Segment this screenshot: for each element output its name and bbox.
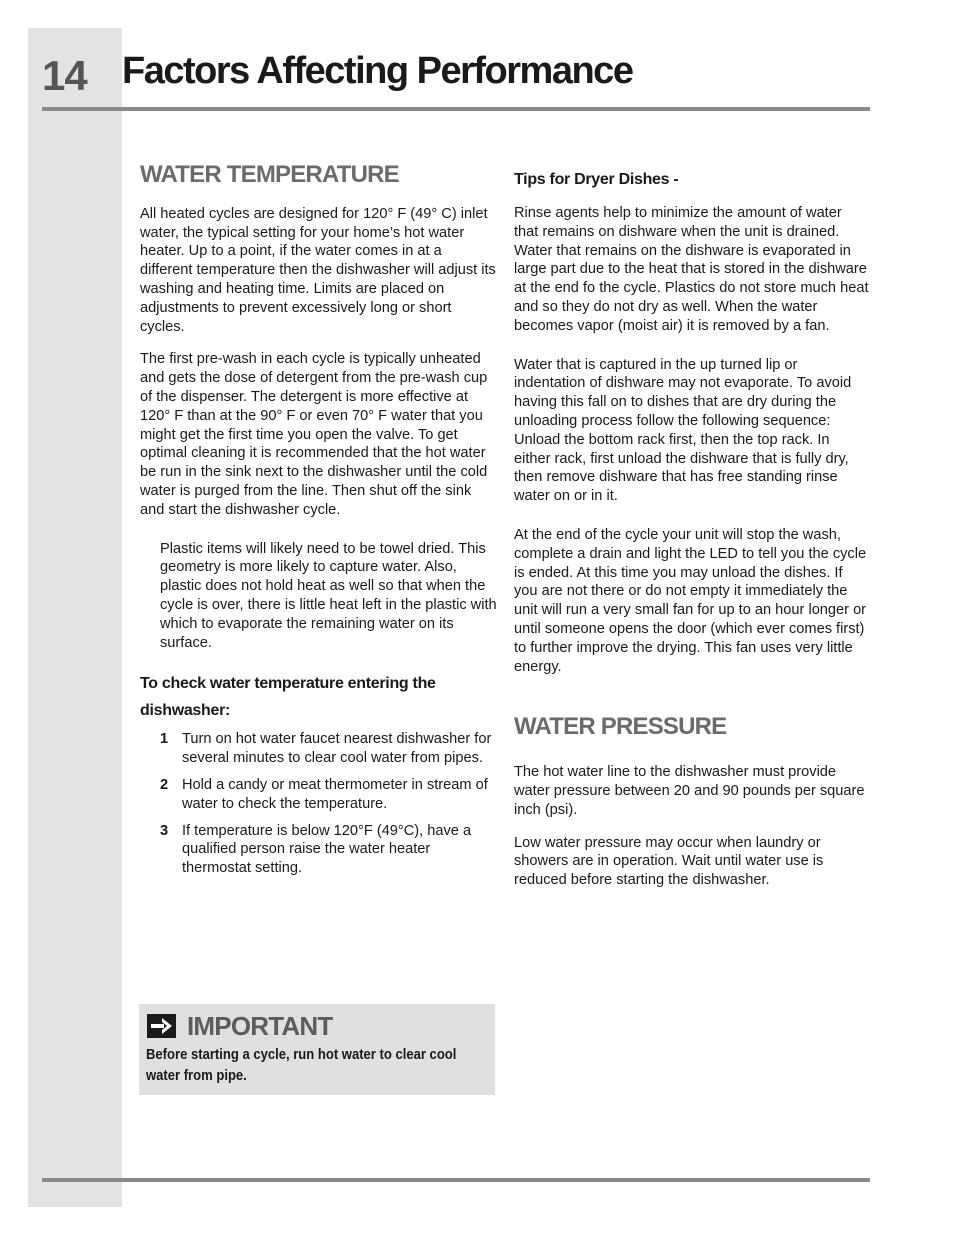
page-number: 14 [42, 52, 87, 99]
important-body: Before starting a cycle, run hot water to clear cool water from pipe. [146, 1047, 457, 1084]
tips-paragraph-2: Water that is captured in the up turned lip or indentation of dishware may not evaporate. To avoid having this fall on to dishes that are dry during the unloading process follow the following sequence: Unload the bottom rack first, then the top rack. In either rack, first unload the dishware that is fully dry, then remove dishware that has free standing rinse water on or in it. [514, 356, 852, 505]
step-number: 2 [160, 776, 169, 793]
step-number: 3 [160, 822, 169, 839]
left-column [140, 161, 498, 886]
bottom-divider [42, 1178, 870, 1182]
important-title: IMPORTANT [187, 1011, 333, 1041]
water-temperature-paragraph-1: All heated cycles are designed for 120° F (49° C) inlet water, the typical setting for your home’s hot water heater. Up to a point, if the water comes in at a different temperature then the dishwasher will adjust its washing and heating time. Limits are placed on adjustments to prevent excessively long or short cycles. [140, 205, 496, 335]
tips-heading: Tips for Dryer Dishes - [514, 171, 679, 188]
water-temperature-paragraph-2: The first pre-wash in each cycle is typically unheated and gets the dose of detergent from the pre-wash cup of the dispenser. The detergent is more effective at 120° F than at the 90° F or even 70° F water that you might get the first time you open the valve. To get optimal cleaning it is recommended that the hot water be run in the sink next to the dishwasher until the cold water is purged from the line. Then shut off the sink and start the dishwasher cycle. [140, 351, 488, 518]
list-item [140, 776, 498, 814]
right-column [514, 170, 870, 904]
step-number: 1 [160, 731, 169, 748]
plastic-items-note: Plastic items will likely need to be towel dried. This geometry is more likely to capture water. Also, plastic does not hold heat as well so that when the cycle is over, there is little heat left in the plastic with which to evaporate the remaining water on its surface. [160, 540, 497, 651]
list-item [140, 730, 498, 768]
page-title: Factors Affecting Performance [122, 50, 633, 92]
arrow-right-icon [147, 1014, 176, 1038]
step-text: Hold a candy or meat thermometer in stream of water to check the temperature. [182, 776, 488, 812]
sidebar-band [28, 28, 122, 1207]
water-pressure-paragraph-1: The hot water line to the dishwasher must provide water pressure between 20 and 90 pounds per square inch (psi). [514, 764, 865, 818]
step-text: Turn on hot water faucet nearest dishwasher for several minutes to clear cool water from pipes. [182, 731, 492, 767]
list-item [140, 822, 498, 878]
check-temperature-heading: To check water temperature entering the dishwasher: [140, 675, 436, 720]
important-callout [139, 1004, 495, 1095]
tips-paragraph-3: At the end of the cycle your unit will stop the wash, complete a drain and light the LED to tell you the cycle is ended. At this time you may unload the dishes. If you are not there or do not empty it immediately the unit will run a very small fan for up to an hour longer or until someone opens the door (which ever comes first) to further improve the drying. This fan uses very little energy. [514, 526, 867, 675]
tips-paragraph-1: Rinse agents help to minimize the amount of water that remains on dishware when the unit is drained. Water that remains on the dishware is evaporated in large part due to the heat that is stored in the dishware at the end fo the cycle. Plastics do not store much heat and so they do not dry as well. When the water becomes vapor (moist air) it is removed by a fan. [514, 205, 869, 334]
step-text: If temperature is below 120°F (49°C), have a qualified person raise the water heater thermostat setting. [182, 822, 472, 877]
check-temperature-steps [140, 730, 498, 878]
top-divider [42, 107, 870, 111]
water-temperature-heading: WATER TEMPERATURE [140, 161, 399, 188]
water-pressure-heading: WATER PRESSURE [514, 713, 727, 741]
water-pressure-paragraph-2: Low water pressure may occur when laundry or showers are in operation. Wait until water use is reduced before starting the dishwasher. [514, 834, 824, 889]
